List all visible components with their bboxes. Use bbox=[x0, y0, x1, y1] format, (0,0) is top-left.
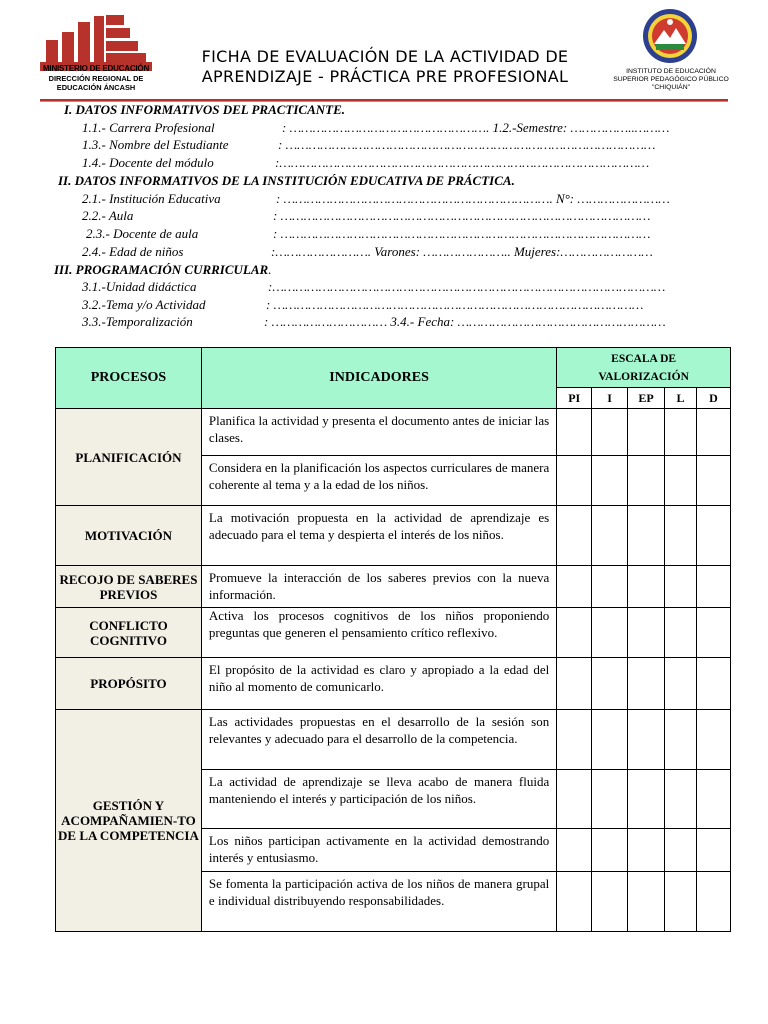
indicator-text: Activa los procesos cognitivos de los niños proponiendo preguntas que generen el pensamiento crítico reflexivo. bbox=[201, 608, 556, 658]
institute-name bbox=[602, 68, 740, 92]
institute-seal-icon bbox=[642, 8, 698, 64]
indicator-text: La motivación propuesta en la actividad de aprendizaje es adecuado para el tema y despierta el interés de los niños. bbox=[201, 506, 556, 566]
score-cell-pi[interactable] bbox=[557, 456, 592, 506]
indicator-text: Las actividades propuestas en el desarrollo de la sesión son relevantes y adecuado para el desarrollo de la competencia. bbox=[201, 710, 556, 770]
indicator-text: Se fomenta la participación activa de los niños de manera grupal e individual distribuyendo responsabilidades. bbox=[201, 872, 556, 932]
score-cell-ep[interactable] bbox=[628, 658, 665, 710]
section-3-title: III. PROGRAMACIÓN CURRICULAR. bbox=[54, 262, 272, 277]
score-cell-ep[interactable] bbox=[628, 608, 665, 658]
score-cell-l[interactable] bbox=[665, 608, 697, 658]
ministry-logo bbox=[40, 12, 152, 98]
score-cell-i[interactable] bbox=[592, 506, 628, 566]
document-header bbox=[0, 0, 768, 102]
field-blank-docente-modulo[interactable]: :…………………………………………………………………………………… bbox=[275, 155, 650, 170]
score-cell-i[interactable] bbox=[592, 409, 628, 456]
score-cell-i[interactable] bbox=[592, 608, 628, 658]
field-label-unidad: 3.1.-Unidad didáctica bbox=[82, 279, 197, 294]
score-cell-l[interactable] bbox=[665, 770, 697, 829]
table-row bbox=[56, 658, 731, 710]
institute-line-1: INSTITUTO DE EDUCACIÓN bbox=[626, 68, 716, 75]
score-cell-i[interactable] bbox=[592, 872, 628, 932]
title-line-1: FICHA DE EVALUACIÓN DE LA ACTIVIDAD DE bbox=[201, 47, 569, 66]
scale-header-d: D bbox=[697, 388, 731, 409]
indicator-text: Planifica la actividad y presenta el documento antes de iniciar las clases. bbox=[201, 409, 556, 456]
field-label-edad: 2.4.- Edad de niños bbox=[82, 244, 184, 259]
column-header-procesos: PROCESOS bbox=[56, 348, 202, 409]
score-cell-l[interactable] bbox=[665, 456, 697, 506]
score-cell-pi[interactable] bbox=[557, 506, 592, 566]
score-cell-l[interactable] bbox=[665, 566, 697, 608]
score-cell-pi[interactable] bbox=[557, 566, 592, 608]
score-cell-d[interactable] bbox=[697, 658, 731, 710]
process-gestion-acompanamiento: GESTIÓN Y ACOMPAÑAMIEN-TO DE LA COMPETENCIA bbox=[56, 710, 202, 932]
regional-directorate-line2: EDUCACIÓN ÁNCASH bbox=[56, 83, 136, 92]
scale-header-pi: PI bbox=[557, 388, 592, 409]
score-cell-pi[interactable] bbox=[557, 608, 592, 658]
field-blank-docente-aula[interactable]: : …………………………………………………………………………………… bbox=[273, 226, 651, 241]
field-label-tema: 3.2.-Tema y/o Actividad bbox=[82, 297, 206, 312]
process-motivacion: MOTIVACIÓN bbox=[56, 506, 202, 566]
score-cell-d[interactable] bbox=[697, 456, 731, 506]
indicator-text: Promueve la interacción de los saberes previos con la nueva información. bbox=[201, 566, 556, 608]
score-cell-l[interactable] bbox=[665, 872, 697, 932]
score-cell-l[interactable] bbox=[665, 506, 697, 566]
score-cell-ep[interactable] bbox=[628, 566, 665, 608]
score-cell-i[interactable] bbox=[592, 710, 628, 770]
field-blank-tema[interactable]: : …………………………………………………………………………………… bbox=[266, 297, 644, 312]
process-recojo-saberes: RECOJO DE SABERES PREVIOS bbox=[56, 566, 202, 608]
score-cell-ep[interactable] bbox=[628, 710, 665, 770]
indicator-text: Considera en la planificación los aspectos curriculares de manera coherente al tema y a la edad de los niños. bbox=[201, 456, 556, 506]
section-2-title: II. DATOS INFORMATIVOS DE LA INSTITUCIÓN EDUCATIVA DE PRÁCTICA. bbox=[58, 173, 515, 188]
scale-header-l: L bbox=[665, 388, 697, 409]
indicator-text: La actividad de aprendizaje se lleva acabo de manera fluida manteniendo el interés y participación de los niños. bbox=[201, 770, 556, 829]
score-cell-l[interactable] bbox=[665, 710, 697, 770]
ministry-logo-bars-icon bbox=[46, 12, 146, 62]
field-label-aula: 2.2.- Aula bbox=[82, 208, 134, 223]
score-cell-ep[interactable] bbox=[628, 829, 665, 872]
field-blank-temporalizacion[interactable]: : ………………………… 3.4.- Fecha: ……………………………………………… bbox=[264, 314, 666, 329]
score-cell-ep[interactable] bbox=[628, 456, 665, 506]
field-blank-unidad[interactable]: :………………………………………………………………………………………… bbox=[268, 279, 666, 294]
score-cell-pi[interactable] bbox=[557, 710, 592, 770]
indicator-text: El propósito de la actividad es claro y apropiado a la edad del niño al momento de comunicarlo. bbox=[201, 658, 556, 710]
field-label-docente-modulo: 1.4.- Docente del módulo bbox=[82, 155, 214, 170]
table-row bbox=[56, 409, 731, 456]
score-cell-d[interactable] bbox=[697, 829, 731, 872]
score-cell-i[interactable] bbox=[592, 658, 628, 710]
field-blank-carrera[interactable]: : ……………………………………………. 1.2.-Semestre: ……………..……… bbox=[282, 120, 670, 135]
score-cell-pi[interactable] bbox=[557, 829, 592, 872]
process-planificacion: PLANIFICACIÓN bbox=[56, 409, 202, 506]
process-proposito: PROPÓSITO bbox=[56, 658, 202, 710]
regional-directorate-line1: DIRECCIÓN REGIONAL DE bbox=[48, 74, 144, 83]
table-row bbox=[56, 710, 731, 770]
score-cell-l[interactable] bbox=[665, 409, 697, 456]
field-blank-edad[interactable]: :……………………. Varones: ………………….. Mujeres:…………………… bbox=[271, 244, 653, 259]
escala-line-2: VALORIZACIÓN bbox=[598, 370, 689, 383]
score-cell-i[interactable] bbox=[592, 770, 628, 829]
title-line-2: APRENDIZAJE - PRÁCTICA PRE PROFESIONAL bbox=[201, 67, 569, 86]
score-cell-i[interactable] bbox=[592, 456, 628, 506]
field-blank-nombre[interactable]: : …………………………………………………………………………………… bbox=[278, 137, 656, 152]
score-cell-l[interactable] bbox=[665, 829, 697, 872]
score-cell-pi[interactable] bbox=[557, 770, 592, 829]
table-row bbox=[56, 506, 731, 566]
score-cell-ep[interactable] bbox=[628, 409, 665, 456]
scale-header-i: I bbox=[592, 388, 628, 409]
process-conflicto-cognitivo: CONFLICTO COGNITIVO bbox=[56, 608, 202, 658]
ministry-name: MINISTERIO DE EDUCACIÓN bbox=[42, 64, 150, 73]
column-header-indicadores: INDICADORES bbox=[201, 348, 556, 409]
field-label-carrera: 1.1.- Carrera Profesional bbox=[82, 120, 215, 135]
score-cell-d[interactable] bbox=[697, 566, 731, 608]
indicator-text: Los niños participan activamente en la actividad demostrando interés y entusiasmo. bbox=[201, 829, 556, 872]
score-cell-d[interactable] bbox=[697, 770, 731, 829]
score-cell-d[interactable] bbox=[697, 506, 731, 566]
score-cell-ep[interactable] bbox=[628, 506, 665, 566]
score-cell-l[interactable] bbox=[665, 658, 697, 710]
score-cell-ep[interactable] bbox=[628, 872, 665, 932]
score-cell-pi[interactable] bbox=[557, 409, 592, 456]
score-cell-d[interactable] bbox=[697, 872, 731, 932]
institute-line-3: "CHIQUIÁN" bbox=[651, 84, 691, 91]
field-label-temporalizacion: 3.3.-Temporalización bbox=[82, 314, 193, 329]
evaluation-table bbox=[55, 347, 731, 932]
field-label-institucion: 2.1.- Institución Educativa bbox=[82, 191, 221, 206]
score-cell-i[interactable] bbox=[592, 829, 628, 872]
document-title bbox=[160, 47, 610, 87]
score-cell-ep[interactable] bbox=[628, 770, 665, 829]
table-row bbox=[56, 608, 731, 658]
column-header-escala bbox=[557, 348, 731, 388]
field-label-docente-aula: 2.3.- Docente de aula bbox=[86, 226, 199, 241]
score-cell-d[interactable] bbox=[697, 409, 731, 456]
table-row bbox=[56, 566, 731, 608]
score-cell-d[interactable] bbox=[697, 608, 731, 658]
field-blank-aula[interactable]: : …………………………………………………………………………………… bbox=[273, 208, 651, 223]
section-1-title: I. DATOS INFORMATIVOS DEL PRACTICANTE. bbox=[64, 102, 346, 117]
score-cell-i[interactable] bbox=[592, 566, 628, 608]
scale-header-ep: EP bbox=[628, 388, 665, 409]
score-cell-pi[interactable] bbox=[557, 872, 592, 932]
score-cell-d[interactable] bbox=[697, 710, 731, 770]
score-cell-pi[interactable] bbox=[557, 658, 592, 710]
escala-line-1: ESCALA DE bbox=[611, 352, 677, 365]
field-blank-institucion[interactable]: : ……………………………………………………………. N°: …………………… bbox=[276, 191, 670, 206]
institute-line-2: SUPERIOR PEDAGÓGICO PÚBLICO bbox=[613, 76, 729, 83]
field-label-nombre: 1.3.- Nombre del Estudiante bbox=[82, 137, 229, 152]
